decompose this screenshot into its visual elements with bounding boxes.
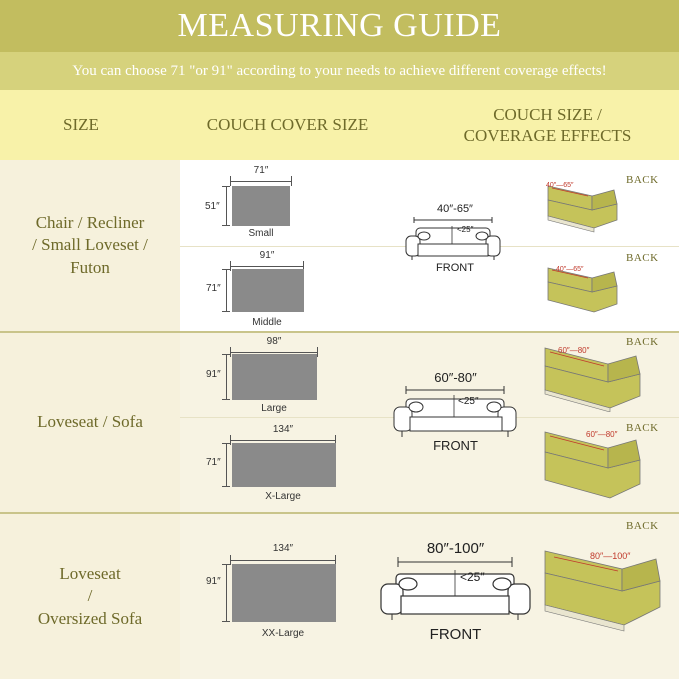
cover-rect-xlarge: [232, 443, 336, 487]
couch-front-label: FRONT: [433, 438, 478, 453]
coverage-large: [540, 344, 645, 412]
back-label: BACK: [626, 422, 659, 434]
subtitle-text: You can choose 71 "or 91" according to your needs to achieve different coverage effects!: [72, 62, 607, 79]
couch-size-column-header: [420, 90, 675, 160]
size-label-line: Oversized Sofa: [37, 608, 143, 628]
size-column-header: SIZE: [63, 115, 99, 135]
cover-name: Large: [261, 403, 287, 414]
cover-rect-xxlarge: [232, 564, 336, 622]
cover-middle: [200, 250, 320, 330]
coverage-range-label: 40″—65″: [556, 266, 584, 273]
cover-xlarge: [200, 424, 345, 506]
cover-width-label: 134″: [272, 543, 294, 554]
couch-depth-label: <25″: [460, 570, 485, 584]
coverage-small: [542, 180, 622, 235]
couch-width-range: 60″-80″: [434, 370, 477, 385]
cover-height-label: 91″: [206, 576, 221, 587]
size-label-oversized: [0, 514, 180, 679]
size-label-chair: [0, 160, 180, 331]
back-label: BACK: [626, 174, 659, 186]
sofa-front-icon: [378, 556, 533, 634]
back-label: BACK: [626, 336, 659, 348]
sofa-coverage-icon: [540, 344, 645, 412]
title-banner: [0, 0, 679, 52]
cover-height-dimension: [222, 443, 230, 487]
coverage-middle: [542, 262, 622, 317]
cover-width-label: 91″: [259, 250, 275, 261]
couch-size-header-line2: COVERAGE EFFECTS: [463, 126, 632, 145]
size-label-line: Loveseat: [59, 564, 121, 584]
cover-rect-small: [232, 186, 290, 226]
cover-height-label: 51″: [205, 201, 220, 212]
cover-width-label: 98″: [266, 336, 282, 347]
page-title: MEASURING GUIDE: [177, 7, 502, 44]
back-label: BACK: [626, 252, 659, 264]
cover-height-label: 71″: [206, 283, 221, 294]
coverage-range-label: 60″—80″: [586, 430, 618, 439]
cover-height-label: 71″: [206, 457, 221, 468]
couch-front-large: [378, 540, 533, 645]
cover-xxlarge: [200, 543, 345, 643]
sofa-coverage-icon: [540, 428, 645, 508]
cover-height-dimension: [222, 186, 230, 226]
section-divider: [0, 331, 679, 333]
cover-name: X-Large: [265, 491, 301, 502]
couch-front-small: [400, 203, 510, 278]
cover-rect-large: [232, 354, 317, 400]
cover-height-dimension: [222, 354, 230, 400]
size-label-line: / Small Loveset /: [32, 235, 148, 255]
cover-name: Small: [248, 228, 274, 239]
cover-width-label: 71″: [253, 165, 269, 176]
couch-depth-label: <25″: [457, 225, 474, 234]
cover-small: [200, 165, 310, 245]
column-headers: [0, 90, 679, 160]
couch-width-range: 80″-100″: [426, 540, 485, 557]
coverage-range-label: 80″—100″: [590, 551, 631, 561]
subtitle-banner: [0, 52, 679, 90]
cover-width-label: 134″: [272, 424, 294, 435]
section-divider: [0, 512, 679, 514]
couch-width-range: 40″-65″: [437, 203, 473, 215]
coverage-range-label: 60″—80″: [558, 346, 590, 355]
cover-height-dimension: [222, 269, 230, 312]
couch-size-header-line1: COUCH SIZE /: [493, 104, 602, 124]
size-label-line: /: [87, 586, 93, 606]
coverage-range-label: 40″—65″: [546, 182, 574, 189]
coverage-xlarge: [540, 428, 645, 508]
couch-front-label: FRONT: [429, 626, 482, 643]
couch-front-medium: [388, 370, 523, 455]
back-label: BACK: [626, 520, 659, 532]
cover-size-column-header: COUCH COVER SIZE: [206, 115, 369, 135]
size-label-line: Loveseat / Sofa: [37, 412, 143, 432]
size-label-line: Futon: [70, 257, 110, 277]
cover-width-dimension: [230, 176, 292, 186]
cover-name: Middle: [252, 317, 282, 328]
cover-height-dimension: [222, 564, 230, 622]
cover-name: XX-Large: [261, 628, 305, 639]
coverage-xxlarge: [540, 545, 665, 633]
size-label-loveseat-sofa: [0, 333, 180, 512]
couch-front-label: FRONT: [436, 262, 474, 274]
couch-depth-label: <25″: [458, 396, 479, 407]
cover-rect-middle: [232, 269, 304, 312]
cover-height-label: 91″: [206, 369, 221, 380]
cover-large: [200, 336, 330, 416]
size-label-line: Chair / Recliner: [35, 213, 145, 233]
